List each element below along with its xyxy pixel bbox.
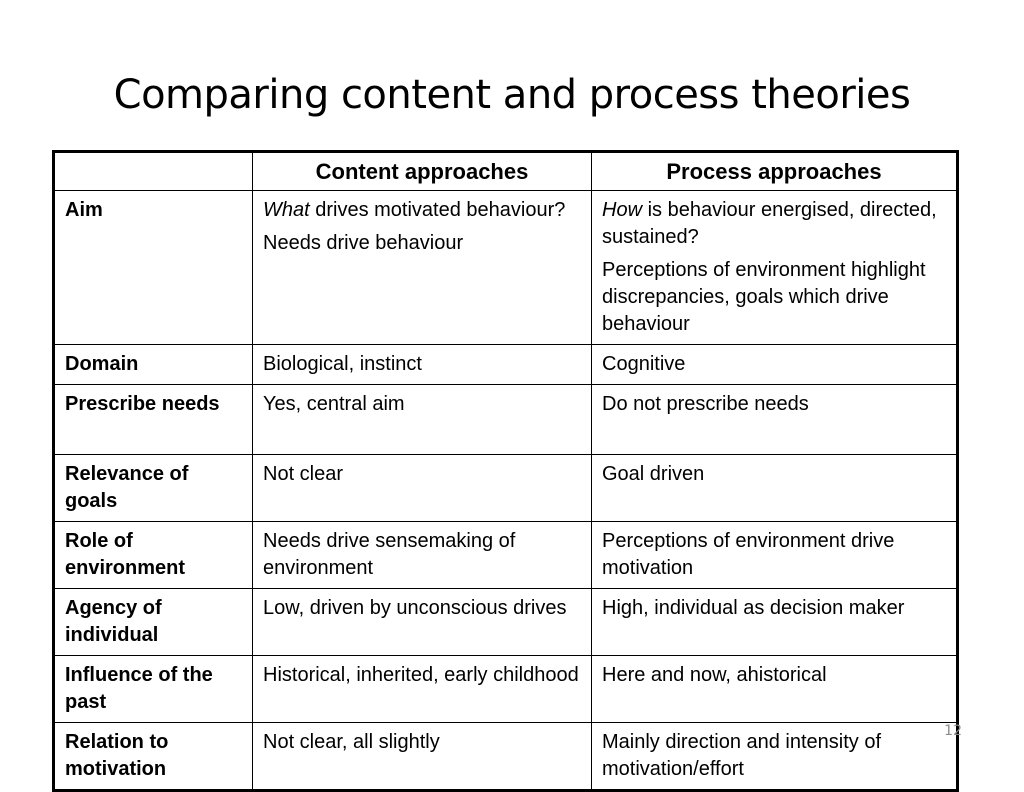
- table-row: [54, 656, 958, 723]
- process-cell: Goal driven: [592, 455, 958, 522]
- process-cell: Perceptions of environment drive motivation: [592, 522, 958, 589]
- content-cell: Yes, central aim: [253, 385, 592, 455]
- table-row: [54, 589, 958, 656]
- row-label: Domain: [54, 345, 253, 385]
- table-row-aim: [54, 191, 958, 345]
- cell-paragraph: [263, 197, 582, 224]
- emphasis-text: How: [602, 199, 643, 221]
- slide-title: Comparing content and process theories: [113, 72, 911, 118]
- process-cell: Cognitive: [592, 345, 958, 385]
- content-cell: [253, 191, 592, 345]
- cell-paragraph: Needs drive behaviour: [263, 232, 464, 254]
- process-cell: [592, 191, 958, 345]
- row-label: Influence of the past: [54, 656, 253, 723]
- process-cell: Do not prescribe needs: [592, 385, 958, 455]
- page-number: 12: [944, 723, 962, 739]
- table-row: [54, 385, 958, 455]
- cell-paragraph: Perceptions of environment highlight discrepancies, goals which drive behaviour: [602, 259, 926, 335]
- content-cell: Biological, instinct: [253, 345, 592, 385]
- table-row: [54, 455, 958, 522]
- cell-text: is behaviour energised, directed, sustained?: [602, 199, 937, 248]
- row-label: Agency of individual: [54, 589, 253, 656]
- header-process-approaches: Process approaches: [592, 152, 958, 191]
- table-row: [54, 522, 958, 589]
- header-content-approaches: Content approaches: [253, 152, 592, 191]
- table-row: [54, 345, 958, 385]
- content-cell: Low, driven by unconscious drives: [253, 589, 592, 656]
- header-corner: [54, 152, 253, 191]
- row-label: Relation to motivation: [54, 723, 253, 791]
- row-label: Relevance of goals: [54, 455, 253, 522]
- content-cell: Not clear, all slightly: [253, 723, 592, 791]
- comparison-table: [52, 150, 959, 792]
- content-cell: Historical, inherited, early childhood: [253, 656, 592, 723]
- table-row: [54, 723, 958, 791]
- row-label: Prescribe needs: [54, 385, 253, 455]
- process-cell: Mainly direction and intensity of motivation/effort: [592, 723, 958, 791]
- cell-paragraph: [602, 197, 947, 251]
- table-header-row: [54, 152, 958, 191]
- process-cell: High, individual as decision maker: [592, 589, 958, 656]
- content-cell: Needs drive sensemaking of environment: [253, 522, 592, 589]
- cell-text: drives motivated behaviour?: [309, 199, 566, 221]
- row-label: Role of environment: [54, 522, 253, 589]
- row-label: Aim: [54, 191, 253, 345]
- process-cell: Here and now, ahistorical: [592, 656, 958, 723]
- content-cell: Not clear: [253, 455, 592, 522]
- emphasis-text: What: [263, 199, 310, 221]
